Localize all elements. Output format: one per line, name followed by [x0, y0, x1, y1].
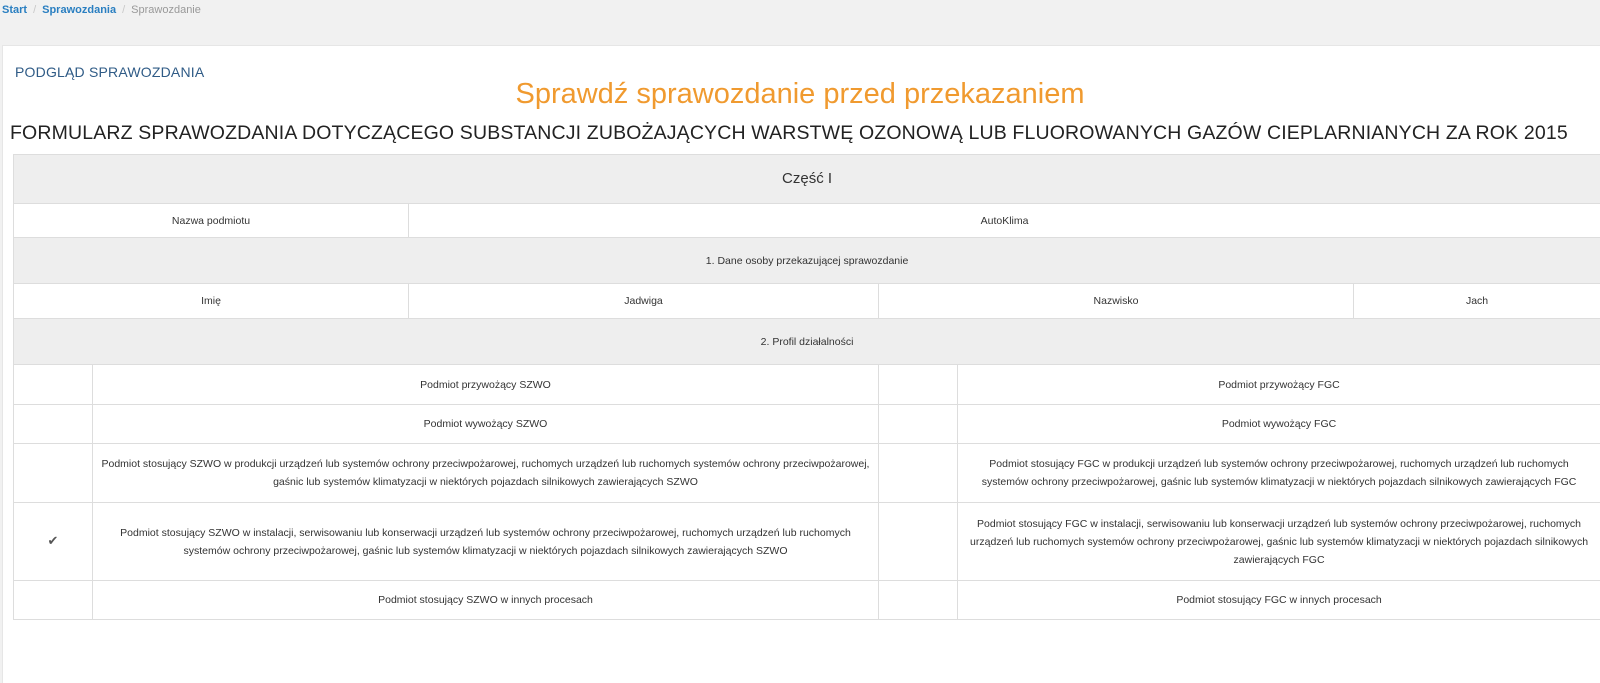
- breadcrumb-current: Sprawozdanie: [131, 4, 201, 16]
- activity-szwo: Podmiot stosujący SZWO w innych procesach: [93, 581, 879, 620]
- activity-check-fgc: [879, 503, 958, 581]
- entity-label: Nazwa podmiotu: [14, 204, 409, 238]
- activity-row: [14, 405, 1600, 444]
- activity-fgc: Podmiot stosujący FGC w instalacji, serwisowaniu lub konserwacji urządzeń lub systemów ochrony przeciwpożarowej, ruchomych urządzeń lub ruchomych systemów ochrony przeciwpożarowej, gaśnic lub systemów klimatyzacji w niektórych pojazdach silnikowych zawierających FGC: [958, 503, 1600, 581]
- breadcrumb-separator: /: [122, 4, 125, 16]
- activity-check-szwo: [14, 365, 93, 405]
- activity-row: [14, 503, 1600, 581]
- last-name-label: Nazwisko: [879, 284, 1354, 319]
- activity-row: [14, 365, 1600, 405]
- activity-szwo: Podmiot wywożący SZWO: [93, 405, 879, 444]
- activity-check-szwo: [14, 503, 93, 581]
- activity-check-szwo: [14, 405, 93, 444]
- activity-check-szwo: [14, 444, 93, 503]
- activity-check-fgc: [879, 581, 958, 620]
- breadcrumb-start-link[interactable]: Start: [2, 4, 27, 16]
- activity-szwo: Podmiot przywożący SZWO: [93, 365, 879, 405]
- section2-header-row: [14, 319, 1600, 365]
- section2-title: 2. Profil działalności: [14, 319, 1600, 365]
- activity-row: [14, 581, 1600, 620]
- activity-fgc: Podmiot przywożący FGC: [958, 365, 1600, 405]
- activity-check-fgc: [879, 405, 958, 444]
- activity-check-fgc: [879, 365, 958, 405]
- activity-fgc: Podmiot wywożący FGC: [958, 405, 1600, 444]
- activity-check-fgc: [879, 444, 958, 503]
- section1-title: 1. Dane osoby przekazującej sprawozdanie: [14, 238, 1600, 284]
- section1-header-row: [14, 238, 1600, 284]
- panel-title: PODGLĄD SPRAWOZDANIA: [15, 64, 204, 80]
- entity-row: [14, 204, 1600, 238]
- activity-szwo: Podmiot stosujący SZWO w produkcji urządzeń lub systemów ochrony przeciwpożarowej, ruchomych urządzeń lub ruchomych systemów ochrony przeciwpożarowej, gaśnic lub systemów klimatyzacji w niektórych pojazdach silnikowych zawierających SZWO: [93, 444, 879, 503]
- part-title: Część I: [14, 155, 1600, 204]
- activity-szwo: Podmiot stosujący SZWO w instalacji, serwisowaniu lub konserwacji urządzeń lub systemów ochrony przeciwpożarowej, ruchomych urządzeń lub ruchomych systemów ochrony przeciwpożarowej, gaśnic lub systemów klimatyzacji w niektórych pojazdach silnikowych zawierających SZWO: [93, 503, 879, 581]
- first-name-value: Jadwiga: [409, 284, 879, 319]
- checkmark-icon: ✔: [48, 533, 59, 548]
- person-row: [14, 284, 1600, 319]
- activity-row: [14, 444, 1600, 503]
- breadcrumb-separator: /: [33, 4, 36, 16]
- page-heading: Sprawdź sprawozdanie przed przekazaniem: [0, 78, 1600, 111]
- first-name-label: Imię: [14, 284, 409, 319]
- activity-check-szwo: [14, 581, 93, 620]
- part-header-row: [14, 155, 1600, 204]
- last-name-value: Jach: [1354, 284, 1600, 319]
- form-title: FORMULARZ SPRAWOZDANIA DOTYCZĄCEGO SUBSTANCJI ZUBOŻAJĄCYCH WARSTWĘ OZONOWĄ LUB FLUOROWANYCH GAZÓW CIEPLARNIANYCH ZA ROK 2015: [10, 122, 1568, 145]
- entity-value: AutoKlima: [409, 204, 1600, 238]
- activity-fgc: Podmiot stosujący FGC w produkcji urządzeń lub systemów ochrony przeciwpożarowej, ruchomych urządzeń lub ruchomych systemów ochrony przeciwpożarowej, gaśnic lub systemów klimatyzacji w niektórych pojazdach silnikowych zawierających FGC: [958, 444, 1600, 503]
- activity-fgc: Podmiot stosujący FGC w innych procesach: [958, 581, 1600, 620]
- report-table: [13, 154, 1600, 620]
- breadcrumb: [0, 0, 1600, 22]
- breadcrumb-reports-link[interactable]: Sprawozdania: [42, 4, 116, 16]
